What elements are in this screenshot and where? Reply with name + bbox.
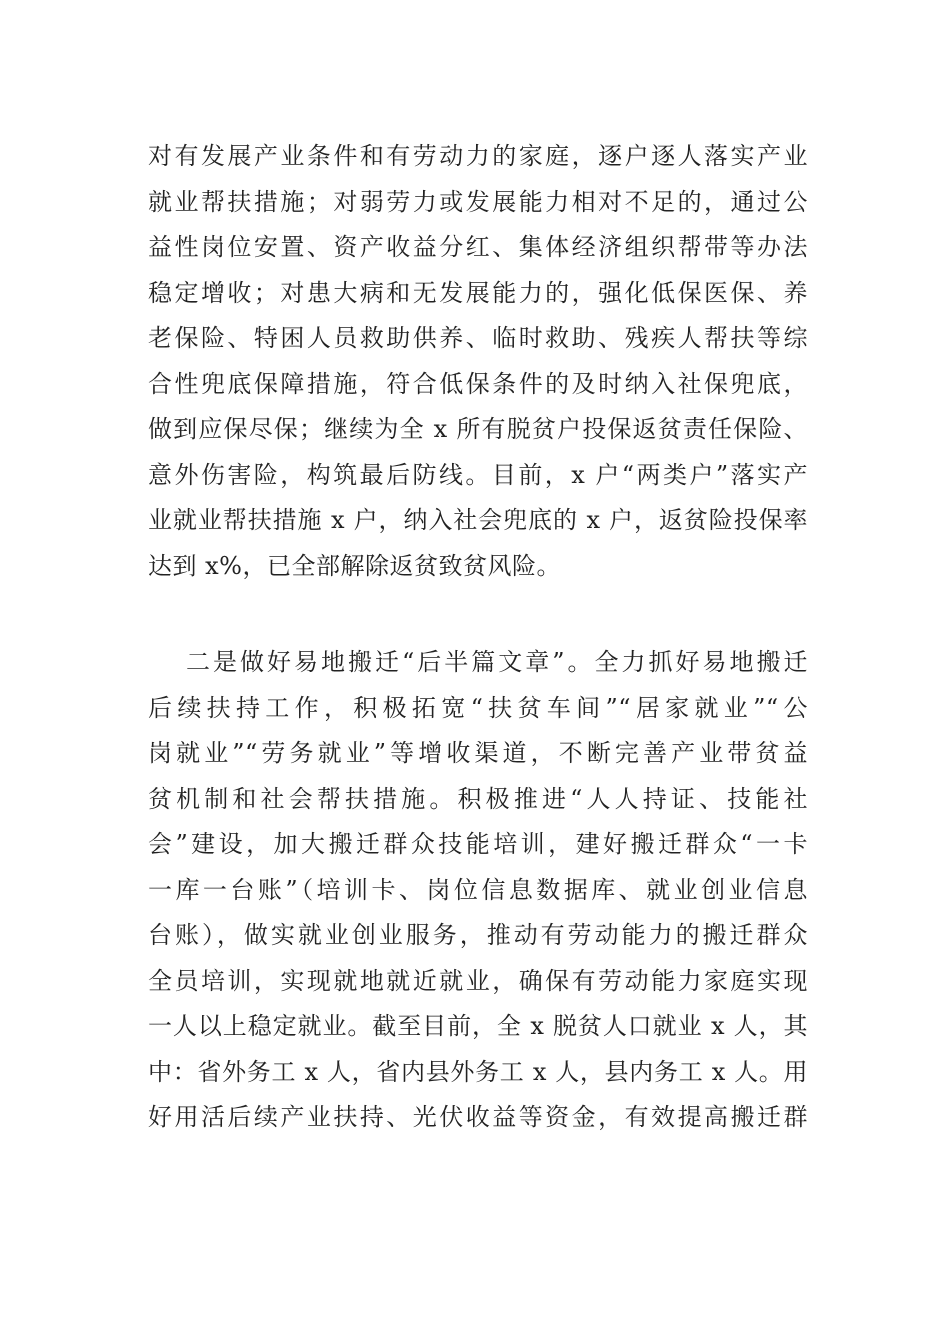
- paragraph-1: [148, 134, 808, 589]
- text-line: 稳定增收；对患大病和无发展能力的，强化低保医保、养: [148, 278, 808, 307]
- text-line: 好用活后续产业扶持、光伏收益等资金，有效提高搬迁群: [148, 1103, 808, 1131]
- text-line: 对有发展产业条件和有劳动力的家庭，逐户逐人落实产业: [148, 142, 808, 170]
- paragraph-2: [148, 640, 808, 1141]
- text-line: 岗就业”“劳务就业”等增收渠道，不断完善产业带贫益: [148, 739, 808, 767]
- text-line: 老保险、特困人员救助供养、临时救助、残疾人帮扶等综: [148, 324, 808, 352]
- text-line: 一人以上稳定就业。截至目前，全 x 脱贫人口就业 x 人，其: [148, 1012, 808, 1040]
- text-line: 中：省外务工 x 人，省内县外务工 x 人，县内务工 x 人。用: [148, 1057, 808, 1086]
- text-line: 一库一台账”（培训卡、岗位信息数据库、就业创业信息: [148, 875, 808, 904]
- text-line: 益性岗位安置、资产收益分红、集体经济组织帮带等办法: [148, 233, 808, 261]
- text-line: 会”建设，加大搬迁群众技能培训，建好搬迁群众“一卡: [148, 830, 808, 858]
- text-line: 就业帮扶措施；对弱劳力或发展能力相对不足的，通过公: [148, 187, 808, 216]
- text-line: 后续扶持工作，积极拓宽“扶贫车间”“居家就业”“公: [148, 693, 808, 722]
- text-line-indented: 二是做好易地搬迁“后半篇文章”。全力抓好易地搬迁: [186, 648, 808, 676]
- text-line: 意外伤害险，构筑最后防线。目前，x 户“两类户”落实产: [148, 460, 808, 489]
- text-line: 业就业帮扶措施 x 户，纳入社会兜底的 x 户，返贫险投保率: [148, 506, 808, 534]
- text-line: 做到应保尽保；继续为全 x 所有脱贫户投保返贫责任保险、: [148, 415, 808, 443]
- text-line: 达到 x%，已全部解除返贫致贫风险。: [148, 551, 561, 580]
- text-line: 全员培训，实现就地就近就业，确保有劳动能力家庭实现: [148, 966, 808, 995]
- text-line: 合性兜底保障措施，符合低保条件的及时纳入社保兜底，: [148, 369, 808, 398]
- text-line: 台账），做实就业创业服务，推动有劳动能力的搬迁群众: [148, 921, 808, 949]
- text-line: 贫机制和社会帮扶措施。积极推进“人人持证、技能社: [148, 784, 808, 813]
